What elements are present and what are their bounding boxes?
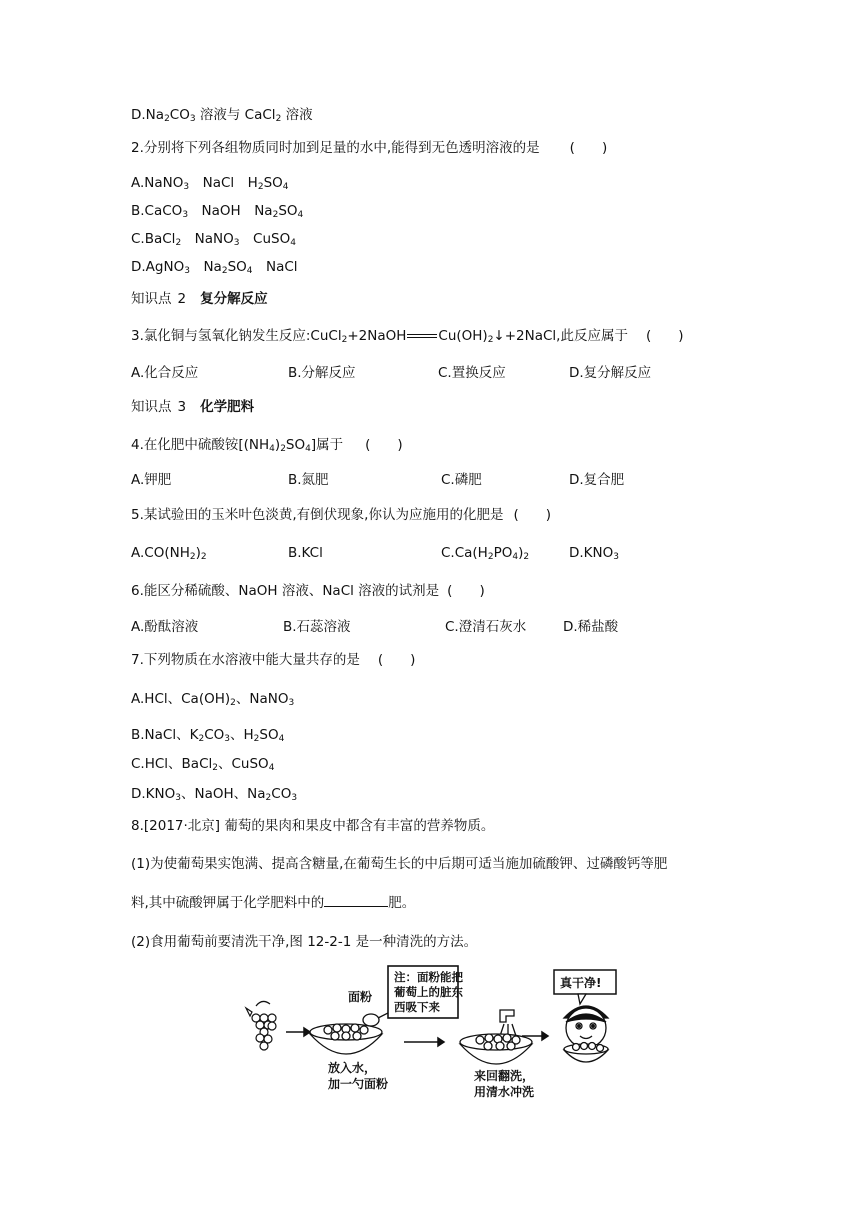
bowl-3-icon xyxy=(564,1043,608,1063)
q5-stem: 5.某试验田的玉米叶色淡黄,有倒伏现象,你认为应施用的化肥是 ( ) xyxy=(131,507,552,523)
flour-label: 面粉 xyxy=(348,990,373,1004)
q7-option-c: C.HCl、BaCl$_2$、CuSO$_4$ xyxy=(131,756,275,773)
bowl-1-icon xyxy=(310,1024,382,1054)
bubble-text: 真干净! xyxy=(560,976,602,990)
arrow-1-icon xyxy=(286,1028,310,1036)
q6-option-a: A.酚酞溶液 xyxy=(131,619,199,635)
knowledge-point-3: 知识点 3 化学肥料 xyxy=(131,399,255,415)
faucet-icon xyxy=(500,1010,516,1036)
q8-part2: (2)食用葡萄前要清洗干净,图 12-2-1 是一种清洗的方法。 xyxy=(131,934,478,950)
grape-bunch-icon xyxy=(246,1001,276,1050)
answer-blank[interactable] xyxy=(324,894,388,907)
q5-option-a: $A.CO(NH_2)_2$ xyxy=(131,545,207,562)
q2-option-b: B.CaCO$_3$ NaOH $Na_2SO_4$ xyxy=(131,203,304,220)
note-text: 注：面粉能把 葡萄上的脏东 西吸下来 xyxy=(394,970,463,1014)
knowledge-point-2: 知识点 2 复分解反应 xyxy=(131,291,268,307)
q6-stem: 6.能区分稀硫酸、NaOH 溶液、NaCl 溶液的试剂是 ( ) xyxy=(131,583,485,599)
q5-option-c: $C.Ca(H_2PO_4)_2$ xyxy=(441,545,530,562)
q8-part1-line1: (1)为使葡萄果实饱满、提高含糖量,在葡萄生长的中后期可适当施加硫酸钾、过磷酸钙等肥 xyxy=(131,856,668,872)
q5-option-b: B.KCl xyxy=(288,545,323,561)
step-1-caption: 放入水， 加一勺面粉 xyxy=(328,1061,389,1091)
q4-option-b: B.氮肥 xyxy=(288,472,329,488)
q6-option-d: D.稀盐酸 xyxy=(563,619,619,635)
q3-stem: 3.氯化铜与氢氧化钠发生反应:CuCl$_2$+2NaOH $Cu(OH)_2↓+2NaCl$,此反应属于 ( ) xyxy=(131,328,684,345)
q3-option-c: C.置换反应 xyxy=(438,365,506,381)
grape-washing-figure xyxy=(238,962,538,1102)
q4-stem: 4.在化肥中硫酸铵$[(NH_4)_2SO_4]$属于 ( ) xyxy=(131,437,403,454)
q3-option-d: D.复分解反应 xyxy=(569,365,652,381)
q2-stem: 2.分别将下列各组物质同时加到足量的水中,能得到无色透明溶液的是 ( ) xyxy=(131,140,608,156)
q2-option-d: D.AgNO$_3$ $Na_2SO_4$ NaCl xyxy=(131,259,298,276)
q4-option-d: D.复合肥 xyxy=(569,472,625,488)
child-face-icon xyxy=(564,1006,608,1048)
arrow-3-icon xyxy=(522,1032,548,1040)
q5-option-d: $D.KNO_3$ xyxy=(569,545,619,562)
q7-stem: 7.下列物质在水溶液中能大量共存的是 ( ) xyxy=(131,652,416,668)
q3-option-b: B.分解反应 xyxy=(288,365,356,381)
arrow-2-icon xyxy=(404,1038,444,1046)
q7-option-d: $D.KNO_3$、NaOH、$Na_2CO_3$ xyxy=(131,786,298,803)
equation-equals-sign xyxy=(407,334,437,338)
q6-option-b: B.石蕊溶液 xyxy=(283,619,351,635)
step-2-caption: 来回翻洗， 用清水冲洗 xyxy=(474,1069,535,1099)
q7-option-a: A.HCl、$Ca(OH)_2$、NaNO$_3$ xyxy=(131,691,295,708)
q2-option-a: A.NaNO$_3$ NaCl $H_2SO_4$ xyxy=(131,175,289,192)
q4-option-c: C.磷肥 xyxy=(441,472,482,488)
q8-part1-line2: 料,其中硫酸钾属于化学肥料中的 肥。 xyxy=(131,895,416,911)
q6-option-c: C.澄清石灰水 xyxy=(445,619,527,635)
q2-option-c: C.BaCl$_2$ NaNO$_3$ CuSO$_4$ xyxy=(131,231,296,248)
q1-option-d: $D.Na_2CO_3$ 溶液与 CaCl$_2$ 溶液 xyxy=(131,107,313,124)
q4-option-a: A.钾肥 xyxy=(131,472,172,488)
q7-option-b: B.NaCl、$K_2CO_3$、$H_2SO_4$ xyxy=(131,727,285,744)
q8-stem: 8.[2017·北京] 葡萄的果肉和果皮中都含有丰富的营养物质。 xyxy=(131,818,495,834)
q3-option-a: A.化合反应 xyxy=(131,365,199,381)
